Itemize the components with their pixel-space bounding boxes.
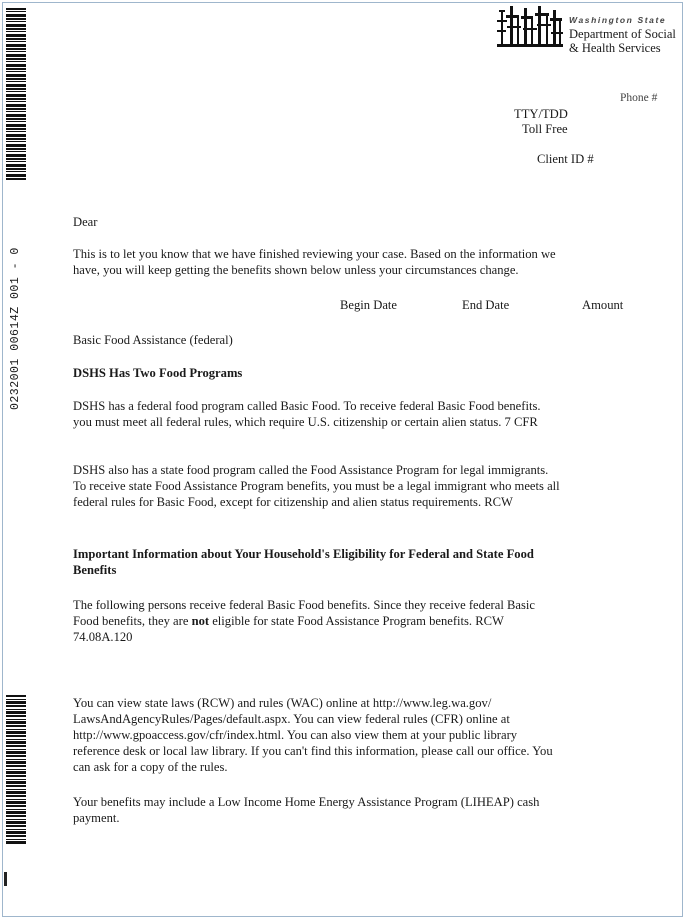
- heading-two-food-programs: DSHS Has Two Food Programs: [73, 366, 243, 380]
- liheap-paragraph: Your benefits may include a Low Income Home Energy Assistance Program (LIHEAP) cash payment.: [73, 795, 540, 825]
- agency-name: [569, 13, 681, 55]
- phone-label: Phone #: [620, 92, 658, 104]
- column-begin-date: Begin Date: [340, 298, 398, 312]
- tty-label: TTY/TDD: [514, 107, 568, 121]
- scan-mark: [4, 872, 7, 886]
- column-end-date: End Date: [462, 298, 510, 312]
- salutation: Dear: [73, 215, 98, 229]
- state-name: Washington State: [569, 15, 667, 25]
- agency-line-1: Department of Social: [569, 27, 676, 41]
- dshs-logo-icon: [497, 6, 563, 52]
- column-amount: Amount: [582, 298, 624, 312]
- heading-eligibility: Important Information about Your Household's Eligibility for Federal and State Food Benefits: [73, 547, 534, 577]
- page-frame: [2, 2, 683, 917]
- client-id-label: Client ID #: [537, 152, 594, 166]
- barcode-bottom: [6, 695, 26, 845]
- rules-paragraph: You can view state laws (RCW) and rules (WAC) online at http://www.leg.wa.gov/ LawsAndAgencyRules/Pages/default.aspx. You can view federal rules (CFR) online at http://www.gpoaccess.gov/cfr/index.html. You can also view them at your public library reference desk or local law library. If you can't find this information, please call our office. You can ask for a copy of the rules.: [73, 696, 553, 774]
- eligibility-paragraph: The following persons receive federal Basic Food benefits. Since they receive federal Basic Food benefits, they are not eligible for state Food Assistance Program benefits. RCW 74.08A.120: [73, 598, 535, 644]
- benefit-name: Basic Food Assistance (federal): [73, 333, 233, 347]
- federal-program-paragraph: DSHS has a federal food program called Basic Food. To receive federal Basic Food benefits. you must meet all federal rules, which require U.S. citizenship or certain alien status. 7 CFR: [73, 399, 541, 429]
- document-control-number: 0232001 00614Z 001 - 0: [9, 247, 22, 410]
- toll-free-label: Toll Free: [522, 122, 568, 136]
- barcode-top: [6, 8, 26, 180]
- agency-line-2: & Health Services: [569, 41, 661, 55]
- intro-paragraph: This is to let you know that we have finished reviewing your case. Based on the information we have, you will keep getting the benefits shown below unless your circumstances change.: [73, 247, 556, 277]
- state-program-paragraph: DSHS also has a state food program called the Food Assistance Program for legal immigrants. To receive state Food Assistance Program benefits, you must be a legal immigrant who meets all federal rules for Basic Food, except for citizenship and alien status requirements. RCW: [73, 463, 560, 509]
